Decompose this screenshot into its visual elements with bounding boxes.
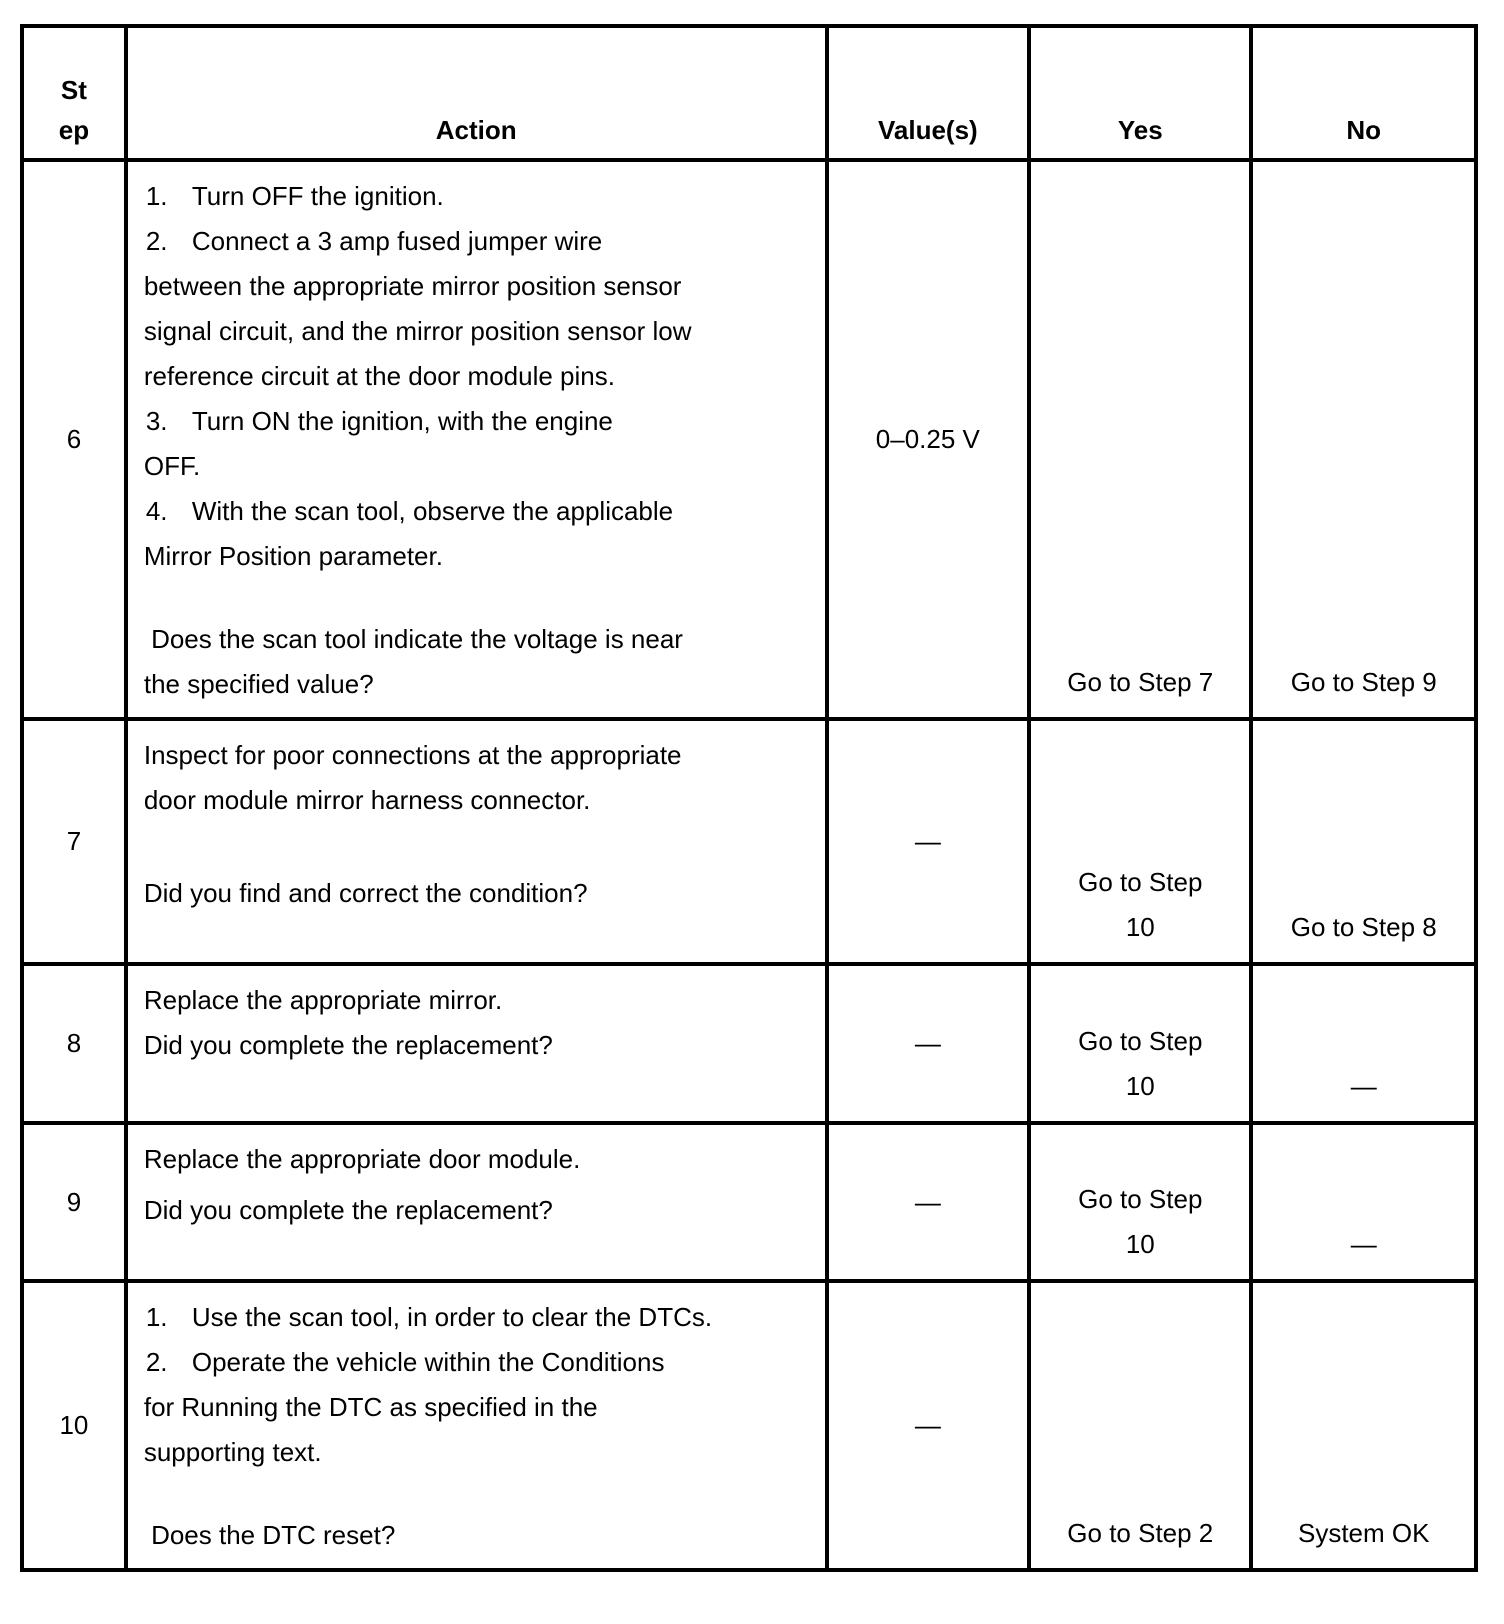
action-line: door module mirror harness connector. [143, 785, 591, 815]
value-cell: — [827, 719, 1029, 964]
header-yes: Yes [1029, 26, 1251, 160]
action-question: Does the scan tool indicate the voltage is near [143, 624, 683, 654]
action-question: Does the DTC reset? [143, 1520, 396, 1550]
yes-cell [1029, 1123, 1251, 1281]
action-line: between the appropriate mirror position sensor [143, 271, 682, 301]
action-line: OFF. [143, 451, 201, 481]
header-step-line2: ep [58, 115, 90, 145]
no-cell: Go to Step 8 [1251, 719, 1476, 964]
yes-cell: Go to Step 7 [1029, 160, 1251, 719]
table-row [22, 1281, 1476, 1570]
no-cell: Go to Step 9 [1251, 160, 1476, 719]
yes-line: 10 [1125, 1229, 1155, 1259]
action-line: Replace the appropriate door module. [143, 1144, 581, 1174]
action-line: supporting text. [143, 1437, 322, 1467]
value-cell: 0–0.25 V [827, 160, 1029, 719]
step-number: 6 [22, 160, 126, 719]
step-number: 7 [22, 719, 126, 964]
value-cell: — [827, 1123, 1029, 1281]
value-cell: — [827, 1281, 1029, 1570]
action-question: Did you complete the replacement? [143, 1195, 553, 1225]
yes-line: 10 [1125, 912, 1155, 942]
yes-line: 10 [1125, 1071, 1155, 1101]
header-step [22, 26, 126, 160]
table-row [22, 964, 1476, 1123]
action-line: for Running the DTC as specified in the [143, 1392, 598, 1422]
action-question: Did you complete the replacement? [143, 1030, 553, 1060]
action-line: 3. Turn ON the ignition, with the engine [145, 406, 613, 436]
yes-line: Go to Step [1078, 867, 1203, 897]
yes-cell [1029, 719, 1251, 964]
action-line: 2. Operate the vehicle within the Conditions [145, 1347, 665, 1377]
header-action: Action [126, 26, 827, 160]
header-values: Value(s) [827, 26, 1029, 160]
action-line: 2. Connect a 3 amp fused jumper wire [145, 226, 603, 256]
action-line: Inspect for poor connections at the appropriate [143, 740, 682, 770]
step-number: 9 [22, 1123, 126, 1281]
step-number: 8 [22, 964, 126, 1123]
value-cell: — [827, 964, 1029, 1123]
yes-cell: Go to Step 2 [1029, 1281, 1251, 1570]
action-line: 1. Turn OFF the ignition. [145, 181, 444, 211]
action-line: signal circuit, and the mirror position sensor low [143, 316, 692, 346]
action-question: Did you find and correct the condition? [143, 878, 588, 908]
action-cell [126, 1123, 827, 1281]
table-row [22, 160, 1476, 719]
no-cell: System OK [1251, 1281, 1476, 1570]
diagnostic-table [20, 24, 1478, 1572]
no-cell: — [1251, 1123, 1476, 1281]
header-row [22, 26, 1476, 160]
action-line: reference circuit at the door module pins. [143, 361, 615, 391]
yes-line: Go to Step [1078, 1184, 1203, 1214]
header-step-line1: St [60, 75, 87, 105]
action-line: 4. With the scan tool, observe the applicable [145, 496, 674, 526]
yes-cell [1029, 964, 1251, 1123]
yes-line: Go to Step [1078, 1026, 1203, 1056]
action-cell [126, 719, 827, 964]
action-cell [126, 160, 827, 719]
action-line: 1. Use the scan tool, in order to clear the DTCs. [145, 1302, 713, 1332]
action-cell [126, 1281, 827, 1570]
action-cell [126, 964, 827, 1123]
action-line: Replace the appropriate mirror. [143, 985, 503, 1015]
no-cell: — [1251, 964, 1476, 1123]
step-number: 10 [22, 1281, 126, 1570]
action-line: Mirror Position parameter. [143, 541, 443, 571]
action-question: the specified value? [143, 669, 374, 699]
header-no: No [1251, 26, 1476, 160]
table-row [22, 1123, 1476, 1281]
table-row [22, 719, 1476, 964]
